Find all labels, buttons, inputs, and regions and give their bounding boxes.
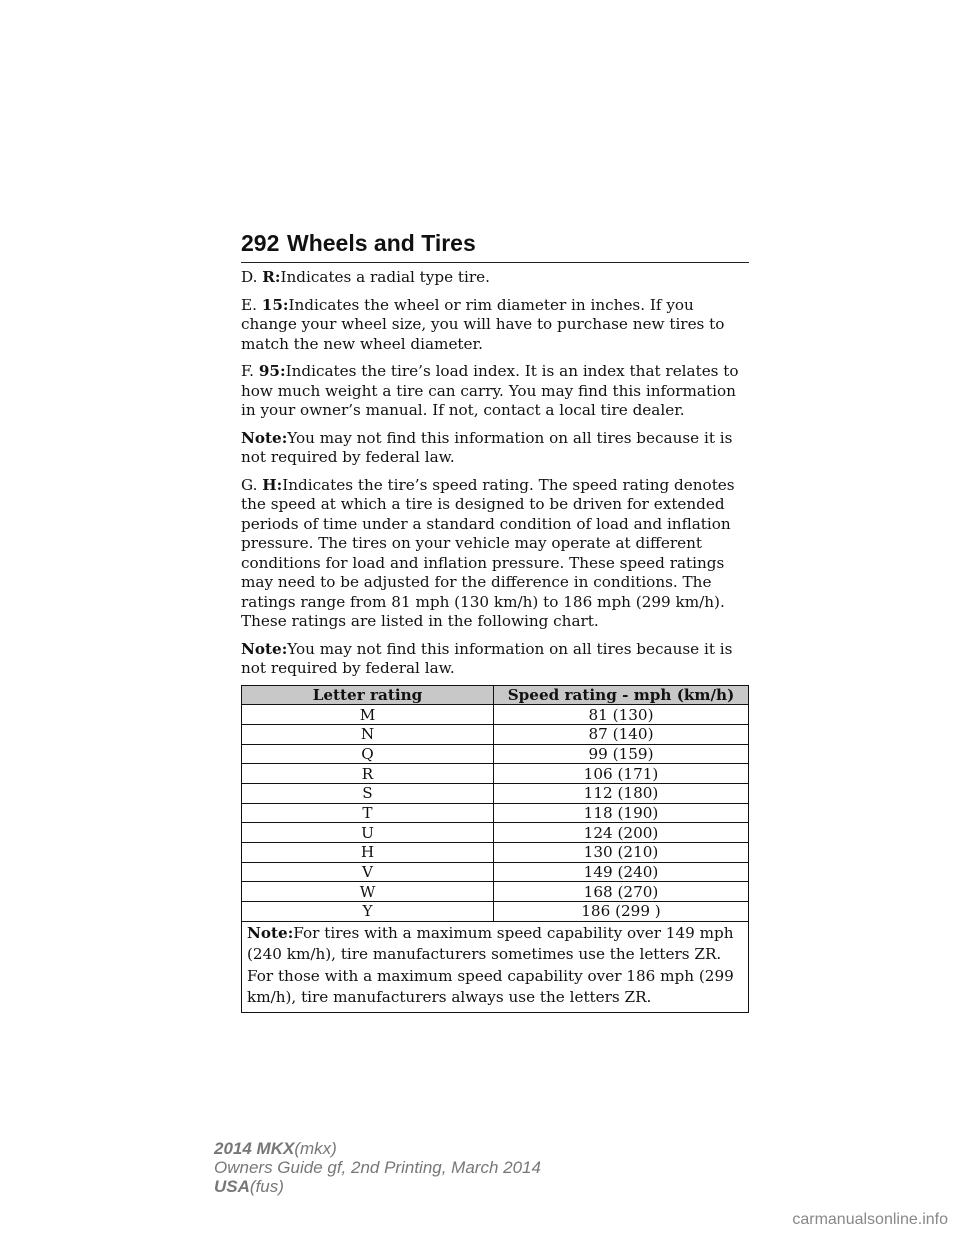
note-1	[241, 429, 751, 468]
footer-line-2: Owners Guide gf, 2nd Printing, March 2014	[214, 1158, 541, 1177]
speed-cell: 124 (200)	[494, 823, 749, 843]
page-number: 292	[241, 230, 280, 256]
footer-line-1	[214, 1139, 541, 1158]
table-row	[242, 803, 749, 823]
note-label: Note:	[247, 923, 294, 942]
page-header	[241, 228, 749, 263]
item-letter: F.	[241, 362, 254, 380]
speed-cell: 149 (240)	[494, 862, 749, 882]
item-g	[241, 476, 751, 632]
note-label: Note:	[241, 428, 288, 447]
speed-cell: 112 (180)	[494, 783, 749, 803]
table-row	[242, 823, 749, 843]
table-row	[242, 882, 749, 902]
note-text: You may not find this information on all tires because it is not required by federal law.	[241, 639, 733, 677]
table-row	[242, 783, 749, 803]
speed-cell: 99 (159)	[494, 744, 749, 764]
table-row	[242, 843, 749, 863]
footer-market: USA	[214, 1177, 250, 1196]
item-d	[241, 268, 751, 288]
letter-cell: Q	[242, 744, 494, 764]
letter-cell: S	[242, 783, 494, 803]
note-label: Note:	[241, 639, 288, 658]
column-header-speed: Speed rating - mph (km/h)	[494, 685, 749, 705]
footer-line-3	[214, 1177, 541, 1196]
table-row	[242, 744, 749, 764]
letter-cell: W	[242, 882, 494, 902]
item-letter: D.	[241, 268, 258, 286]
section-title: Wheels and Tires	[287, 230, 476, 256]
table-row	[242, 705, 749, 725]
table-note	[242, 921, 749, 1012]
speed-cell: 87 (140)	[494, 724, 749, 744]
item-code: 95:	[258, 362, 286, 380]
table-note-row	[242, 921, 749, 1012]
column-header-letter: Letter rating	[242, 685, 494, 705]
speed-cell: 186 (299 )	[494, 902, 749, 922]
footer-model-code: (mkx)	[294, 1139, 337, 1158]
item-code: H:	[262, 475, 283, 494]
letter-cell: N	[242, 724, 494, 744]
item-code: R:	[262, 268, 281, 286]
footer-market-code: (fus)	[249, 1177, 284, 1196]
watermark: carmanualsonline.info	[792, 1211, 948, 1228]
item-f	[241, 362, 751, 421]
letter-cell: H	[242, 843, 494, 863]
item-e	[241, 296, 751, 355]
letter-cell: M	[242, 705, 494, 725]
item-text: Indicates a radial type tire.	[280, 268, 490, 286]
item-code: 15:	[261, 295, 289, 314]
letter-cell: T	[242, 803, 494, 823]
speed-cell: 106 (171)	[494, 764, 749, 784]
table-row	[242, 902, 749, 922]
speed-cell: 118 (190)	[494, 803, 749, 823]
page-footer	[214, 1139, 541, 1196]
speed-cell: 81 (130)	[494, 705, 749, 725]
speed-cell: 130 (210)	[494, 843, 749, 863]
table-row	[242, 764, 749, 784]
item-text: Indicates the tire’s speed rating. The speed rating denotes the speed at which a tire is designed to be driven for extended periods of time under a standard condition of load and inflation pressure. The tires on your vehicle may operate at different conditions for load and inflation pressure. These speed ratings may need to be adjusted for the difference in conditions. The ratings range from 81 mph (130 km/h) to 186 mph (299 km/h). These ratings are listed in the following chart.	[241, 475, 735, 630]
speed-cell: 168 (270)	[494, 882, 749, 902]
note-text: For tires with a maximum speed capability over 149 mph (240 km/h), tire manufacturers sometimes use the letters ZR. For those with a maximum speed capability over 186 mph (299 km/h), tire manufacturers always use the letters ZR.	[247, 923, 734, 1007]
table-header-row	[242, 685, 749, 705]
item-text: Indicates the tire’s load index. It is an index that relates to how much weight a tire can carry. You may find this information in your owner’s manual. If not, contact a local tire dealer.	[241, 362, 739, 419]
footer-model: 2014 MKX	[214, 1139, 295, 1158]
item-letter: G.	[241, 475, 258, 494]
letter-cell: U	[242, 823, 494, 843]
page-content	[241, 268, 751, 1013]
note-text: You may not find this information on all tires because it is not required by federal law.	[241, 428, 733, 466]
letter-cell: Y	[242, 902, 494, 922]
item-letter: E.	[241, 295, 257, 314]
item-text: Indicates the wheel or rim diameter in inches. If you change your wheel size, you will have to purchase new tires to match the new wheel diameter.	[241, 295, 725, 353]
table-row	[242, 862, 749, 882]
note-2	[241, 640, 751, 679]
letter-cell: V	[242, 862, 494, 882]
letter-cell: R	[242, 764, 494, 784]
table-row	[242, 724, 749, 744]
speed-rating-table	[241, 685, 749, 1013]
